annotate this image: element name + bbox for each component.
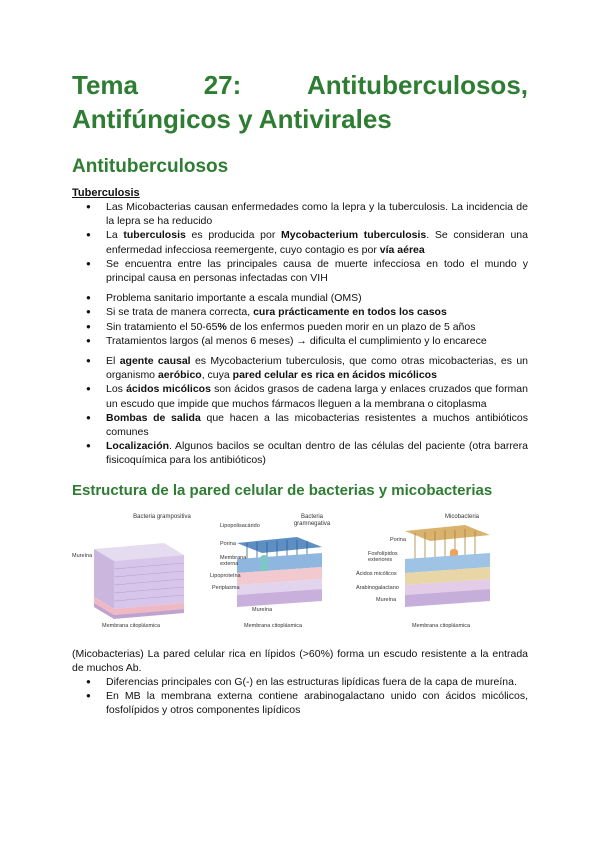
bold-text: aeróbico — [157, 369, 202, 382]
text-run: que hacen a las micobacterias resistentes a muchos antibióticos comunes — [106, 411, 529, 439]
title-line-1 — [72, 68, 528, 102]
list-item — [106, 228, 528, 256]
subheading-tuberculosis: Tuberculosis — [72, 187, 140, 199]
text-run: es Mycobacterium tuberculosis, que como otras micobacterias, es un organismo — [106, 355, 528, 382]
list-item — [106, 439, 528, 467]
panel-title-grampositiva: Bacteria grampositiva — [133, 513, 191, 520]
bold-text: ácidos micólicos — [126, 383, 211, 396]
bold-text: Localización — [106, 440, 170, 453]
text-run: Si se trata de manera correcta, — [106, 306, 254, 319]
list-item — [106, 320, 528, 334]
document-page — [72, 68, 528, 718]
gram-negative-block — [237, 537, 322, 607]
list-item: ● Diferencias principales con G(-) en las estructuras lipídicas fuera de la capa de mureína. — [106, 675, 528, 689]
label-porina-p3: Porina — [390, 536, 406, 543]
title-word: Antituberculosos, — [306, 70, 528, 100]
label-membrana-externa: Membrana externa — [220, 554, 247, 567]
label-membrana-p3: Membrana citoplásmica — [412, 622, 471, 629]
text-run: Tratamientos largos (al menos 6 meses) → dificulta el cumplimiento y lo encarece — [106, 334, 487, 347]
panel-title-micobacteria: Micobacteria — [444, 513, 479, 520]
list-item — [106, 257, 528, 285]
bold-text: agente causal — [119, 355, 191, 368]
label-lipoproteina: Lipoproteína — [210, 572, 241, 579]
list-item — [106, 411, 528, 439]
bold-text: % — [217, 320, 227, 333]
cell-wall-figure — [72, 509, 528, 635]
gram-positive-block — [94, 543, 184, 619]
text-run: son ácidos grasos de cadena larga y enlaces cruzados que forman un escudo que impide que muchos fármacos lleguen a la membrana o citoplasma — [106, 383, 528, 410]
page-title — [72, 68, 528, 136]
text-run: Sin tratamiento el 50-65 — [106, 320, 218, 333]
title-word: Tema — [72, 70, 138, 100]
text-run: Se encuentra entre las principales causa de muerte infecciosa en todo el mundo y principal causa en personas infectadas con VIH — [106, 257, 528, 285]
bold-text: cura prácticamente en todos los casos — [253, 306, 447, 319]
list-item — [106, 305, 528, 319]
text-run: de los enfermos pueden morir en un plazo de 5 años — [226, 320, 476, 333]
bold-text: Bombas de salida — [106, 411, 201, 424]
text-run: Los — [106, 383, 127, 396]
bold-text: tuberculosis — [123, 229, 186, 242]
label-porina-p2: Porina — [220, 540, 236, 547]
text-run: . Se consideran una enfermedad infecciosa reemergente, cuyo contagio es por — [106, 229, 528, 256]
bold-text: vía aérea — [379, 243, 425, 256]
label-membrana-p2: Membrana citoplásmica — [244, 622, 303, 629]
label-mureina-p1: Mureína — [72, 552, 93, 559]
list-item — [106, 354, 528, 382]
list-item — [106, 291, 528, 305]
text-run: . Algunos bacilos se ocultan dentro de las células del paciente (otra barrera fisicoquímica para los antibióticos) — [106, 440, 528, 467]
mycobacteria-block — [405, 525, 490, 607]
list-item: ● En MB la membrana externa contiene arabinogalactano unido con ácidos micólicos, fosfolípidos y otros componentes lipídicos — [106, 689, 528, 717]
section-heading-estructura: Estructura de la pared celular de bacterias y micobacterias — [72, 481, 493, 499]
label-arabinogalactano: Arabinogalactano — [356, 584, 399, 591]
section-heading-antituberculosos: Antituberculosos — [72, 156, 229, 177]
bullet-list-1 — [72, 200, 528, 285]
list-item — [106, 200, 528, 228]
panel-title-gramnegativa: Bacteria gramnegativa — [293, 513, 331, 527]
label-fosfolipidos: Fosfolípidos exteriores — [368, 550, 398, 563]
label-membrana-p1: Membrana citoplásmica — [102, 622, 161, 629]
bold-text: pared celular es rica en ácidos micólicos — [232, 369, 437, 382]
label-mureina-p3: Mureína — [376, 596, 397, 603]
label-acidos-micolicos: Ácidos micólicos — [356, 570, 397, 577]
bullet-list-3 — [72, 354, 528, 468]
title-line-2: Antifúngicos y Antivirales — [72, 104, 392, 134]
label-mureina-p2: Mureína — [252, 606, 273, 613]
text-run: , cuya — [201, 369, 233, 382]
paragraph-micobacterias: (Micobacterias) La pared celular rica en lípidos (>60%) forma un escudo resistente a la entrada de muchos Ab. — [72, 647, 528, 674]
text-run: Problema sanitario importante a escala mundial (OMS) — [106, 292, 362, 305]
text-run: es producida por — [185, 229, 282, 242]
text-run: Las Micobacterias causan enfermedades como la lepra y la tuberculosis. La incidencia de la lepra se ha reducido — [106, 201, 528, 228]
title-word: 27: — [203, 70, 242, 100]
text-run: El — [106, 355, 120, 368]
list-item — [106, 382, 528, 410]
label-periplasma: Periplasma — [212, 584, 240, 591]
label-lps: Lipopolisacárido — [220, 522, 260, 529]
text-run: La — [106, 229, 124, 242]
bullet-list-4 — [72, 675, 528, 718]
bullet-list-2 — [72, 291, 528, 348]
list-item — [106, 334, 528, 348]
bold-text: Mycobacterium tuberculosis — [281, 229, 427, 242]
